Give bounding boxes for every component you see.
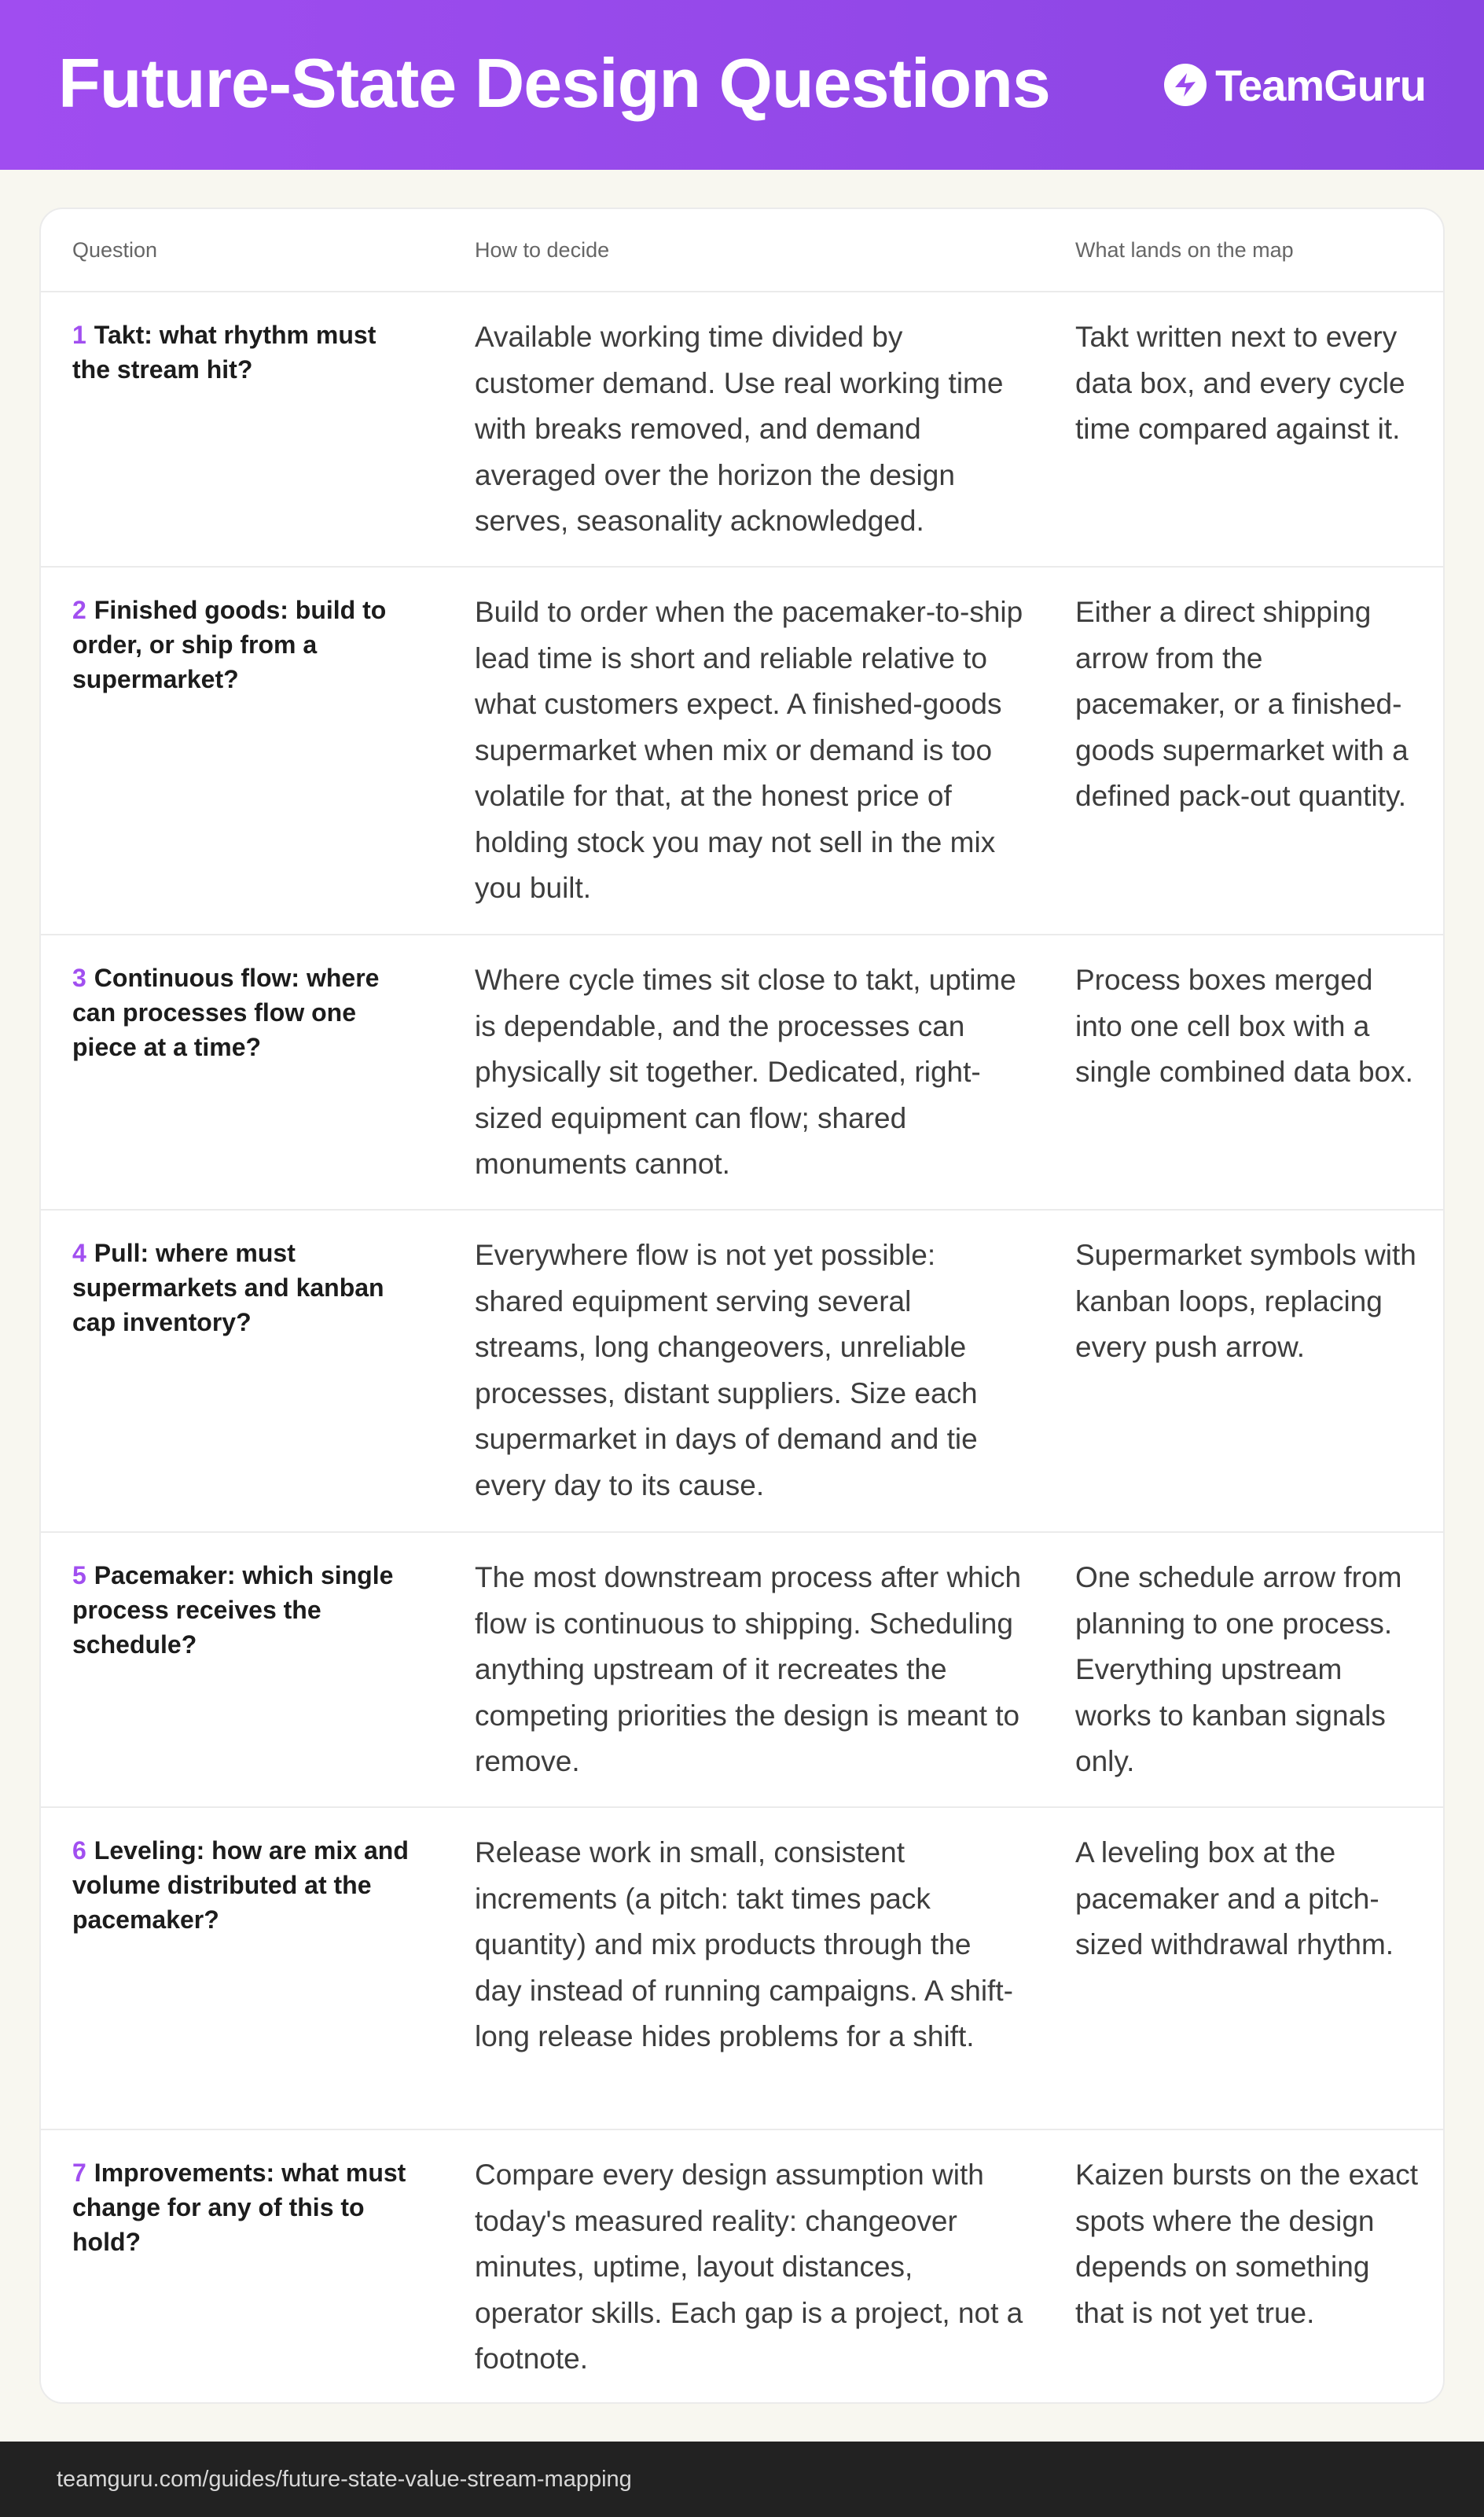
- map-cell: Process boxes merged into one cell box with a single combined data box.: [1075, 964, 1413, 1088]
- map-cell: Supermarket symbols with kanban loops, replacing every push arrow.: [1075, 1239, 1416, 1363]
- table-row: [41, 2130, 1443, 2402]
- question-number: 6: [72, 1836, 86, 1865]
- question-text: Pacemaker: which single process receives the schedule?: [72, 1561, 394, 1659]
- how-to-decide-cell: The most downstream process after which flow is continuous to shipping. Scheduling anything upstream of it recreates the competing priorities the design is meant to remove.: [475, 1561, 1022, 1777]
- question-cell: [72, 593, 418, 696]
- question-text: Continuous flow: where can processes flow one piece at a time?: [72, 964, 380, 1061]
- question-cell: [72, 1833, 418, 1937]
- how-to-decide-cell: Where cycle times sit close to takt, uptime is dependable, and the processes can physically sit together. Dedicated, right-sized equipment can flow; shared monuments cannot.: [475, 964, 1016, 1180]
- question-text: Leveling: how are mix and volume distributed at the pacemaker?: [72, 1836, 409, 1934]
- page-title: Future-State Design Questions: [58, 44, 1050, 122]
- question-number: 4: [72, 1239, 86, 1267]
- question-text: Takt: what rhythm must the stream hit?: [72, 321, 377, 384]
- how-to-decide-cell: Build to order when the pacemaker-to-ship lead time is short and reliable relative to what customers expect. A finished-goods supermarket when mix or demand is too volatile for that, at the honest price of holding stock you may not sell in the mix you built.: [475, 596, 1023, 904]
- question-cell: [72, 1558, 418, 1662]
- column-header-how-to-decide: How to decide: [475, 237, 610, 262]
- question-number: 1: [72, 321, 86, 349]
- column-header-map: What lands on the map: [1075, 237, 1294, 262]
- column-header-question: Question: [72, 237, 158, 262]
- question-number: 7: [72, 2159, 86, 2187]
- map-cell: A leveling box at the pacemaker and a pitch-sized withdrawal rhythm.: [1075, 1836, 1394, 1960]
- question-text: Improvements: what must change for any of this to hold?: [72, 2159, 406, 2256]
- question-cell: [72, 961, 418, 1064]
- brand-name: TeamGuru: [1215, 60, 1426, 110]
- question-number: 3: [72, 964, 86, 992]
- brand-logo: [1163, 60, 1426, 111]
- question-text: Finished goods: build to order, or ship from a supermarket?: [72, 596, 387, 693]
- question-cell: [72, 1236, 418, 1339]
- table-row: [41, 935, 1443, 1211]
- map-cell: Kaizen bursts on the exact spots where the design depends on something that is not yet true.: [1075, 2159, 1419, 2329]
- page-header: [0, 0, 1484, 170]
- table-row: [41, 1211, 1443, 1533]
- question-cell: [72, 318, 418, 387]
- how-to-decide-cell: Compare every design assumption with today's measured reality: changeover minutes, uptime, layout distances, operator skills. Each gap is a project, not a footnote.: [475, 2159, 1023, 2375]
- table-row: [41, 1533, 1443, 1808]
- teamguru-logo-icon: [1163, 63, 1207, 107]
- table-row: [41, 568, 1443, 935]
- map-cell: Takt written next to every data box, and every cycle time compared against it.: [1075, 321, 1405, 445]
- map-cell: Either a direct shipping arrow from the pacemaker, or a finished-goods supermarket with a defined pack-out quantity.: [1075, 596, 1409, 812]
- table-header: [41, 209, 1443, 292]
- how-to-decide-cell: Available working time divided by customer demand. Use real working time with breaks removed, and demand averaged over the horizon the design serves, seasonality acknowledged.: [475, 321, 1004, 537]
- questions-table: [39, 208, 1445, 2404]
- question-number: 2: [72, 596, 86, 624]
- table-row: [41, 292, 1443, 568]
- question-text: Pull: where must supermarkets and kanban cap inventory?: [72, 1239, 384, 1336]
- how-to-decide-cell: Release work in small, consistent increments (a pitch: takt times pack quantity) and mix products through the day instead of running campaigns. A shift-long release hides problems for a shift.: [475, 1836, 1013, 2052]
- how-to-decide-cell: Everywhere flow is not yet possible: shared equipment serving several streams, long changeovers, unreliable processes, distant suppliers. Size each supermarket in days of demand and tie every day to its cause.: [475, 1239, 978, 1501]
- table-row: [41, 1808, 1443, 2130]
- question-number: 5: [72, 1561, 86, 1589]
- footer-url: teamguru.com/guides/future-state-value-stream-mapping: [57, 2466, 632, 2492]
- question-cell: [72, 2155, 418, 2259]
- page-footer: [0, 2442, 1484, 2517]
- map-cell: One schedule arrow from planning to one process. Everything upstream works to kanban signals only.: [1075, 1561, 1402, 1777]
